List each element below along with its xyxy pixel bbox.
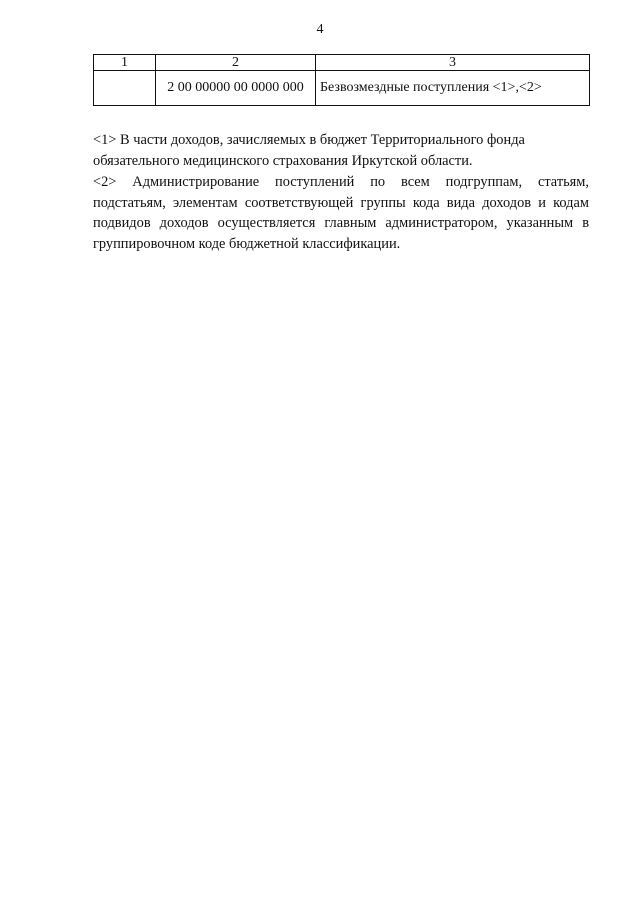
footnote-1-line-1: <1> В части доходов, зачисляемых в бюджет Территориального фонда (93, 132, 525, 148)
table-header-row (94, 55, 590, 71)
page-number: 4 (316, 22, 324, 37)
income-table (93, 54, 590, 106)
table-cell-income-name: Безвозмездные поступления <1>,<2> (316, 71, 590, 106)
column-header-3: 3 (316, 55, 590, 71)
column-header-2: 2 (156, 55, 316, 71)
footnotes (93, 130, 589, 255)
footnote-1 (93, 130, 589, 171)
table-cell-admin-code (94, 71, 156, 106)
table-row (94, 71, 590, 106)
footnote-2: <2> Администрирование поступлений по всем подгруппам, статьям, подстатьям, элементам соответствующей группы кода вида доходов и кодам подвидов доходов осуществляется главным администратором, указанным в группировочном коде бюджетной классификации. (93, 174, 589, 252)
footnote-1-line-2: обязательного медицинского страхования Иркутской области. (93, 152, 473, 169)
column-header-1: 1 (94, 55, 156, 71)
table-cell-budget-code: 2 00 00000 00 0000 000 (156, 71, 316, 106)
